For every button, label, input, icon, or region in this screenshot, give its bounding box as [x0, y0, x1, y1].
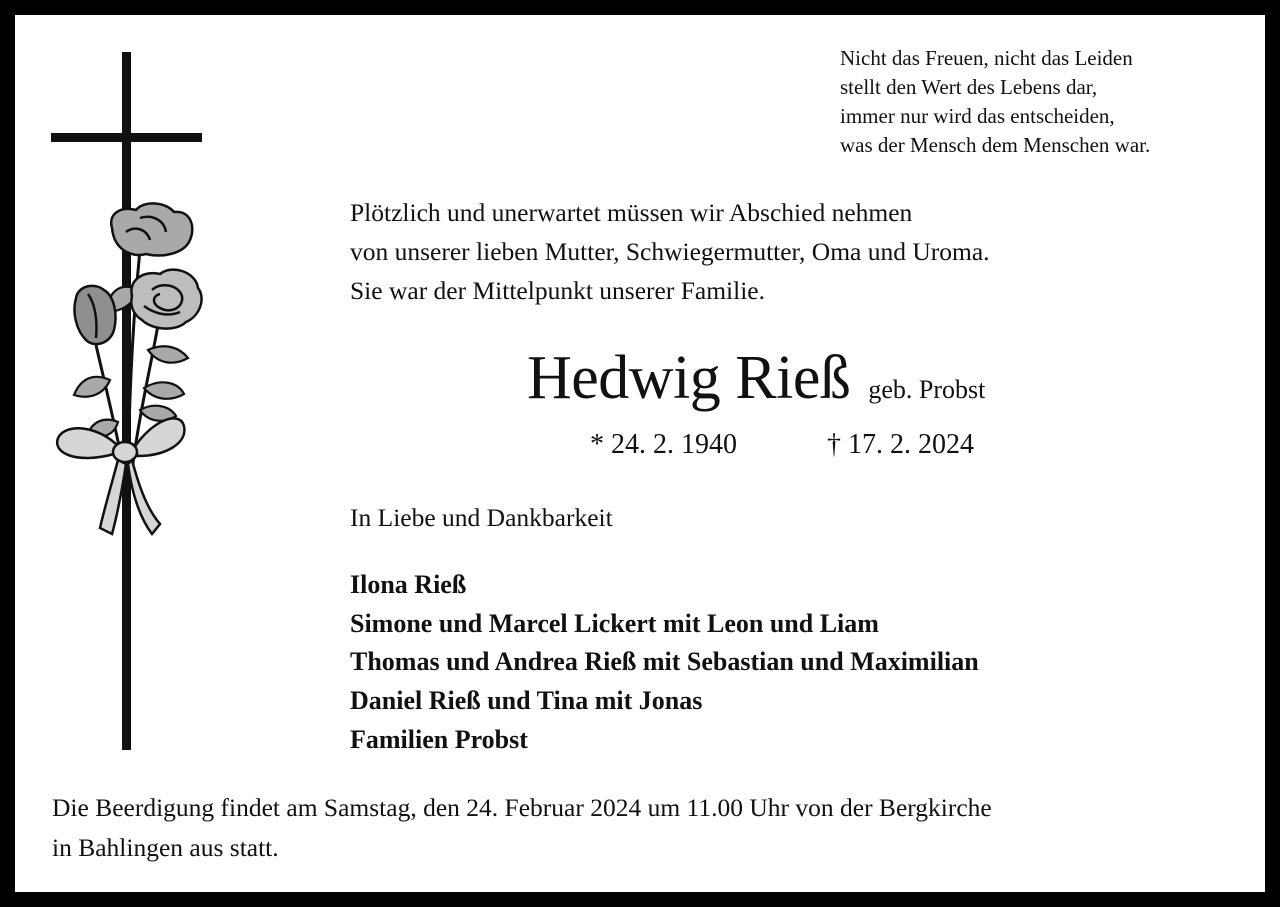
cross-horizontal-beam [51, 133, 202, 142]
poem-line: stellt den Wert des Lebens dar, [840, 75, 1098, 99]
mourner-entry: Daniel Rieß und Tina mit Jonas [350, 686, 703, 716]
intro-line: Sie war der Mittelpunkt unserer Familie. [350, 276, 765, 305]
intro-line: von unserer lieben Mutter, Schwiegermutter, Oma und Uroma. [350, 237, 990, 266]
cross-with-roses-icon [48, 50, 208, 765]
intro-line: Plötzlich und unerwartet müssen wir Abschied nehmen [350, 198, 913, 227]
mourners-list [350, 566, 979, 759]
deceased-name-row [527, 338, 985, 418]
death-date: † 17. 2. 2024 [827, 429, 974, 460]
deceased-name: Hedwig Rieß [527, 344, 851, 412]
thanks-line: In Liebe und Dankbarkeit [350, 503, 613, 532]
rose-middle [131, 270, 201, 329]
funeral-line: Die Beerdigung findet am Samstag, den 24. Februar 2024 um 11.00 Uhr von der Bergkirche [52, 793, 992, 822]
mourner-entry: Simone und Marcel Lickert mit Leon und Liam [350, 608, 879, 638]
birth-date: * 24. 2. 1940 [590, 429, 737, 460]
mourner-entry: Ilona Rieß [350, 570, 467, 599]
funeral-line: in Bahlingen aus statt. [52, 833, 279, 862]
poem-line: Nicht das Freuen, nicht das Leiden [840, 46, 1133, 70]
rose-top [111, 203, 192, 255]
poem-verse [840, 44, 1150, 160]
mourner-entry: Familien Probst [350, 724, 528, 754]
rose-left-bud [74, 286, 115, 344]
poem-line: was der Mensch dem Menschen war. [840, 133, 1151, 157]
poem-line: immer nur wird das entscheiden, [840, 104, 1115, 128]
mourner-entry: Thomas und Andrea Rieß mit Sebastian und Maximilian [350, 647, 979, 677]
maiden-name: geb. Probst [868, 375, 986, 404]
ribbon-bow [57, 418, 184, 534]
funeral-notice [52, 788, 992, 868]
intro-text [350, 193, 990, 310]
